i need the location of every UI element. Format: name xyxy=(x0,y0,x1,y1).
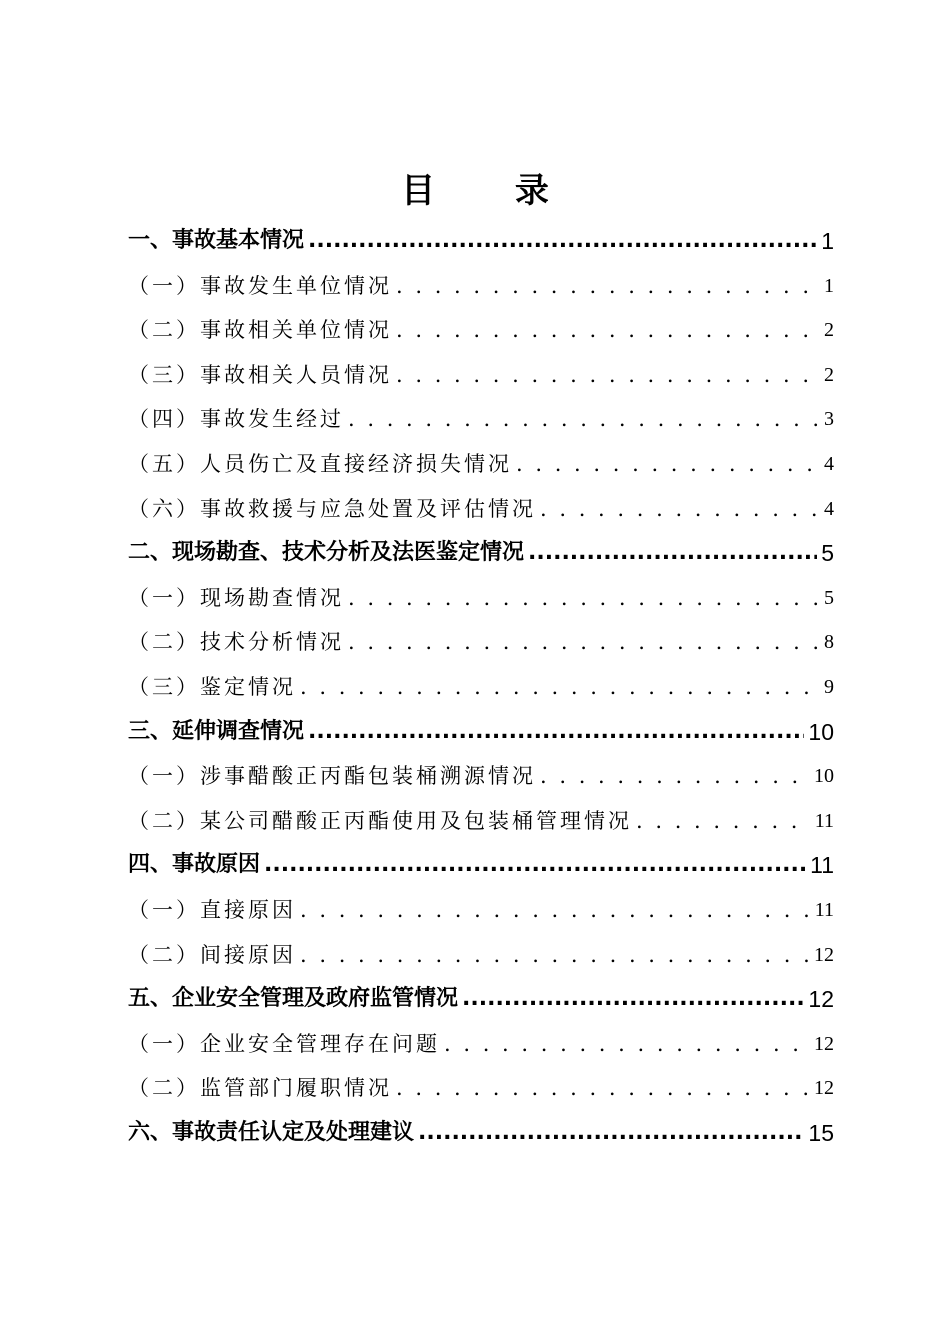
toc-dot-leader xyxy=(348,397,820,442)
toc-entry-title: （六）事故救援与应急处置及评估情况 xyxy=(128,496,536,521)
toc-dot-leader xyxy=(300,665,820,710)
toc-section-entry[interactable] xyxy=(128,799,834,844)
toc-page-number: 10 xyxy=(814,765,834,788)
toc-entry-title: （一）涉事醋酸正丙酯包装桶溯源情况 xyxy=(128,764,536,789)
toc-page-number: 11 xyxy=(814,898,834,921)
toc-entry-title: （二）技术分析情况 xyxy=(128,630,344,655)
toc-section-entry[interactable] xyxy=(128,308,834,353)
toc-entry-title: 三、延伸调查情况 xyxy=(128,718,305,744)
toc-dot-leader xyxy=(396,264,820,309)
toc-section-entry[interactable] xyxy=(128,888,834,933)
toc-chapter-entry[interactable] xyxy=(128,843,834,888)
toc-entry-title: （三）事故相关人员情况 xyxy=(128,362,392,387)
toc-dot-leader xyxy=(444,1022,810,1067)
toc-section-entry[interactable] xyxy=(128,933,834,978)
toc-page-number: 5 xyxy=(824,586,834,609)
toc-section-entry[interactable] xyxy=(128,487,834,532)
toc-chapter-entry[interactable] xyxy=(128,977,834,1022)
toc-entry-title: （一）直接原因 xyxy=(128,897,296,922)
toc-chapter-entry[interactable] xyxy=(128,219,834,264)
toc-dot-leader xyxy=(540,754,810,799)
toc-dot-leader xyxy=(300,933,810,978)
toc-dot-leader xyxy=(308,219,817,264)
toc-page-number: 5 xyxy=(821,540,834,567)
toc-dot-leader xyxy=(308,710,804,755)
toc-section-entry[interactable] xyxy=(128,1066,834,1111)
toc-dot-leader xyxy=(636,799,811,844)
toc-page-number: 12 xyxy=(814,943,834,966)
toc-dot-leader xyxy=(540,487,820,532)
toc-section-entry[interactable] xyxy=(128,576,834,621)
toc-page-number: 3 xyxy=(824,408,834,431)
toc-page-number: 10 xyxy=(808,718,834,745)
toc-entry-title: （一）现场勘查情况 xyxy=(128,585,344,610)
toc-dot-leader xyxy=(516,442,820,487)
toc-entry-title: （三）鉴定情况 xyxy=(128,674,296,699)
toc-section-entry[interactable] xyxy=(128,264,834,309)
toc-page-number: 9 xyxy=(824,675,834,698)
toc-entry-title: （一）企业安全管理存在问题 xyxy=(128,1031,440,1056)
toc-dot-leader xyxy=(528,531,817,576)
toc-page-number: 1 xyxy=(824,274,834,297)
table-of-contents xyxy=(128,219,834,1155)
toc-page-number: 12 xyxy=(814,1032,834,1055)
toc-entry-title: 一、事故基本情况 xyxy=(128,228,305,253)
toc-dot-leader xyxy=(462,977,804,1022)
toc-dot-leader xyxy=(348,620,820,665)
toc-section-entry[interactable] xyxy=(128,1022,834,1067)
toc-page-number: 4 xyxy=(824,497,834,520)
toc-entry-title: （一）事故发生单位情况 xyxy=(128,273,392,298)
toc-section-entry[interactable] xyxy=(128,442,834,487)
toc-dot-leader xyxy=(396,353,820,398)
toc-entry-title: （二）监管部门履职情况 xyxy=(128,1076,392,1101)
toc-chapter-entry[interactable] xyxy=(128,531,834,576)
toc-dot-leader xyxy=(264,843,806,888)
toc-title: 目 录 xyxy=(401,171,583,211)
toc-page-number: 15 xyxy=(808,1119,834,1146)
toc-page-number: 11 xyxy=(814,809,834,832)
toc-dot-leader xyxy=(396,308,820,353)
toc-entry-title: 五、企业安全管理及政府监管情况 xyxy=(128,986,459,1012)
toc-dot-leader xyxy=(348,576,820,621)
toc-dot-leader xyxy=(418,1111,804,1156)
toc-page-number: 8 xyxy=(824,631,834,654)
toc-entry-title: （五）人员伤亡及直接经济损失情况 xyxy=(128,451,512,476)
toc-entry-title: （四）事故发生经过 xyxy=(128,407,344,432)
toc-entry-title: 四、事故原因 xyxy=(128,852,261,878)
toc-page-number: 2 xyxy=(824,363,834,386)
toc-section-entry[interactable] xyxy=(128,397,834,442)
toc-page-number: 2 xyxy=(824,319,834,342)
toc-page-number: 4 xyxy=(824,452,834,475)
toc-section-entry[interactable] xyxy=(128,754,834,799)
toc-section-entry[interactable] xyxy=(128,620,834,665)
toc-page-number: 12 xyxy=(814,1077,834,1100)
toc-entry-title: （二）间接原因 xyxy=(128,942,296,967)
toc-chapter-entry[interactable] xyxy=(128,1111,834,1156)
toc-page-number: 11 xyxy=(810,852,834,879)
toc-section-entry[interactable] xyxy=(128,665,834,710)
toc-dot-leader xyxy=(396,1066,810,1111)
toc-section-entry[interactable] xyxy=(128,353,834,398)
toc-chapter-entry[interactable] xyxy=(128,710,834,755)
toc-entry-title: （二）某公司醋酸正丙酯使用及包装桶管理情况 xyxy=(128,808,632,833)
toc-page-number: 12 xyxy=(808,986,834,1013)
toc-page-number: 1 xyxy=(821,228,834,254)
toc-dot-leader xyxy=(300,888,811,933)
toc-entry-title: 六、事故责任认定及处理建议 xyxy=(128,1119,415,1145)
toc-entry-title: （二）事故相关单位情况 xyxy=(128,318,392,343)
toc-entry-title: 二、现场勘查、技术分析及法医鉴定情况 xyxy=(128,540,525,566)
